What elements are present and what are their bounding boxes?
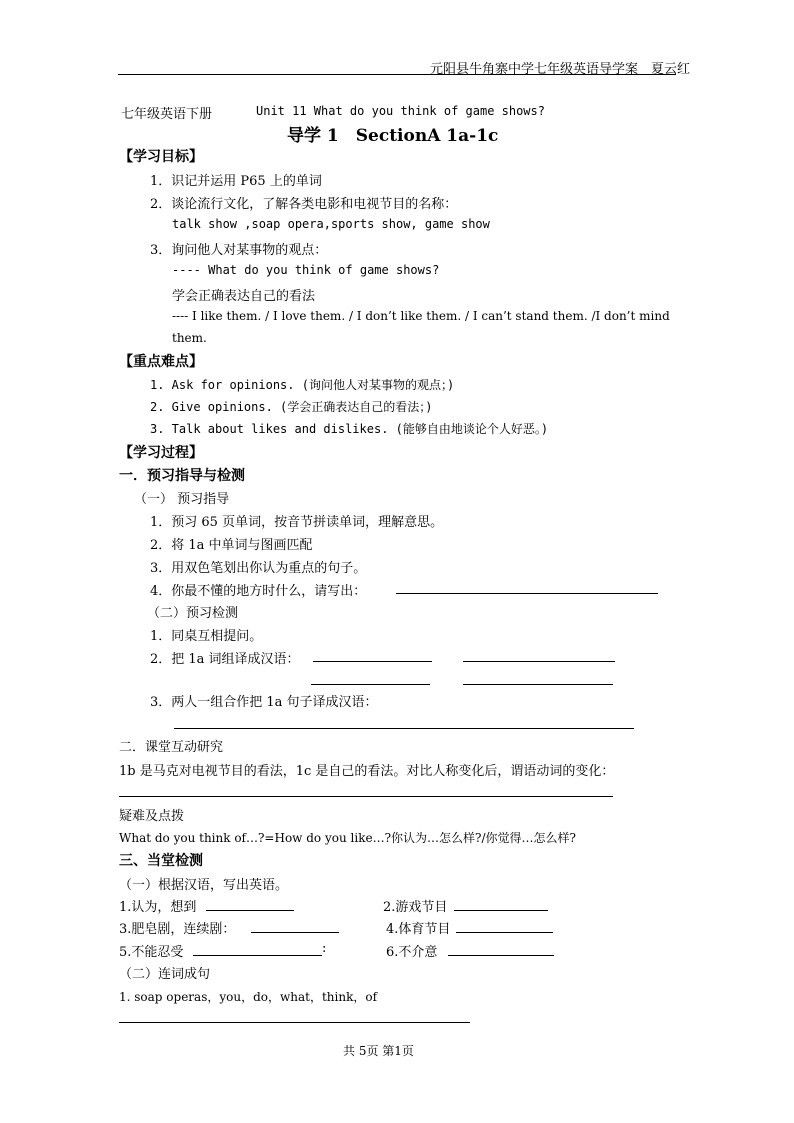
part3-sub1: （一）根据汉语，写出英语。: [119, 878, 289, 893]
goal-item-3-answers-cont: them.: [172, 331, 207, 345]
answer-line[interactable]: [119, 1022, 470, 1023]
quiz-q2: 2.游戏节目: [383, 900, 448, 915]
page-header: 元阳县牛角寨中学七年级英语导学案 夏云红: [430, 62, 691, 77]
part1-title: 一．预习指导与检测: [119, 468, 245, 484]
answer-line[interactable]: [463, 684, 613, 685]
tips-text: What do you think of…?=How do you like…?你认为…怎么样?/你觉得…怎么样?: [119, 831, 576, 845]
answer-line[interactable]: [119, 796, 613, 797]
part2-text: 1b 是马克对电视节目的看法，1c 是自己的看法。对比人称变化后，谓语动词的变化：: [119, 764, 615, 779]
header-rule: [118, 74, 676, 75]
process-heading: 【学习过程】: [119, 445, 203, 461]
answer-line[interactable]: [454, 910, 548, 911]
answer-line[interactable]: [313, 661, 432, 662]
answer-line[interactable]: [456, 932, 553, 933]
quiz-q6: 6.不介意: [386, 945, 438, 960]
part3-title: 三、当堂检测: [119, 853, 203, 869]
sub2-item-1: 1．同桌互相提问。: [150, 629, 263, 644]
sub2-item-2: 2．把 1a 词组译成汉语：: [150, 652, 300, 667]
sub2-title: （二）预习检测: [147, 606, 239, 621]
answer-line[interactable]: [193, 955, 322, 956]
keypoint-item-2: 2. Give opinions. (学会正确表达自己的看法；): [150, 400, 433, 414]
quiz-q4: 4.体育节目: [386, 922, 451, 937]
grade-label: 七年级英语下册: [121, 107, 213, 122]
sub1-item-1: 1．预习 65 页单词，按音节拼读单词，理解意思。: [150, 515, 444, 530]
page-title: 导学 1 SectionA 1a-1c: [287, 126, 499, 146]
goal-item-2-english: talk show ,soap opera,sports show, game show: [172, 217, 490, 231]
sub1-title: （一） 预习指导: [134, 492, 230, 507]
answer-line[interactable]: [206, 910, 294, 911]
goals-heading: 【学习目标】: [119, 149, 203, 165]
keypoints-heading: 【重点难点】: [119, 354, 203, 370]
goal-item-3: 3．询问他人对某事物的观点：: [150, 243, 328, 258]
sub1-item-4: 4．你最不懂的地方时什么，请写出：: [150, 584, 367, 599]
part3-sub2: （二）连词成句: [119, 967, 211, 982]
quiz-q1: 1.认为，想到: [119, 900, 197, 915]
goal-item-3-question: ---- What do you think of game shows?: [172, 263, 440, 277]
goal-item-3-answers: ---- I like them. / I love them. / I don’t like them. / I can’t stand them. /I don’t mind: [172, 309, 670, 323]
sub1-item-3: 3．用双色笔划出你认为重点的句子。: [150, 561, 367, 576]
quiz-q5-colon: :: [322, 941, 327, 956]
goal-item-2: 2．谈论流行文化，了解各类电影和电视节目的名称：: [150, 197, 458, 212]
answer-line[interactable]: [448, 955, 554, 956]
answer-line[interactable]: [251, 932, 339, 933]
goal-item-3-chinese: 学会正确表达自己的看法: [172, 289, 316, 304]
answer-line[interactable]: [396, 593, 658, 594]
keypoint-item-3: 3. Talk about likes and dislikes. (能够自由地谈论个人好恶。): [150, 422, 549, 436]
goal-item-1: 1．识记并运用 P65 上的单词: [150, 174, 322, 189]
quiz-q3: 3.肥皂剧，连续剧：: [119, 922, 236, 937]
answer-line[interactable]: [463, 661, 615, 662]
page-footer: 共 5页 第1页: [343, 1044, 414, 1058]
sentence-1: 1. soap operas，you，do，what，think，of: [119, 990, 378, 1004]
unit-label: Unit 11 What do you think of game shows?: [256, 104, 545, 118]
answer-line[interactable]: [311, 684, 430, 685]
sub1-item-2: 2．将 1a 中单词与图画匹配: [150, 538, 313, 553]
tips-title: 疑难及点拨: [119, 809, 185, 824]
part2-title: 二．课堂互动研究: [119, 740, 224, 755]
sub2-item-3: 3．两人一组合作把 1a 句子译成汉语：: [150, 695, 378, 710]
quiz-q5: 5.不能忍受: [119, 945, 184, 960]
keypoint-item-1: 1. Ask for opinions. (询问他人对某事物的观点；): [150, 378, 455, 392]
answer-line[interactable]: [174, 728, 634, 729]
